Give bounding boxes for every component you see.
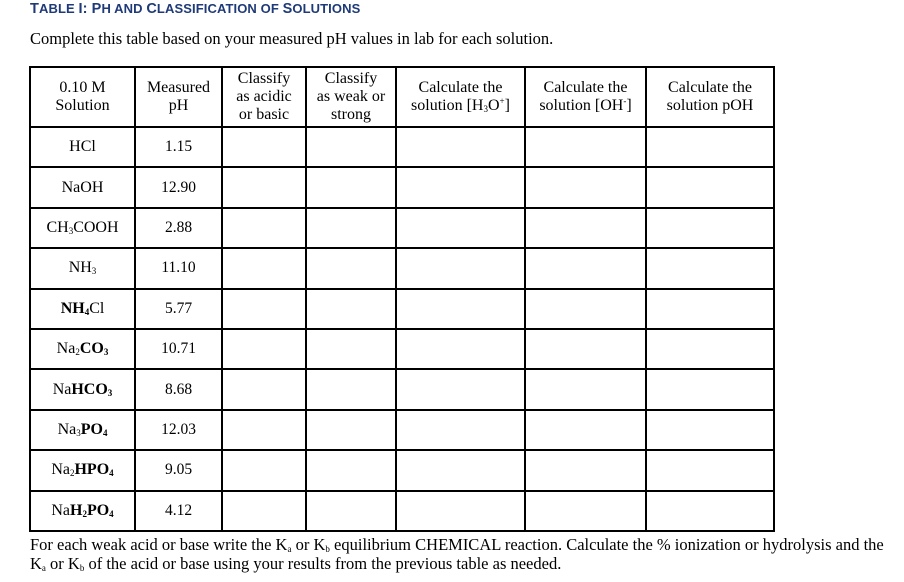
h3o-cell[interactable] — [396, 450, 525, 490]
table-row — [30, 248, 774, 288]
acidic-basic-cell[interactable] — [222, 127, 306, 167]
oh-cell[interactable] — [525, 491, 646, 531]
h3o-cell[interactable] — [396, 248, 525, 288]
solution-cell: HCl — [30, 127, 135, 167]
measured-ph-cell: 8.68 — [135, 369, 222, 409]
acidic-basic-cell[interactable] — [222, 410, 306, 450]
poh-cell[interactable] — [646, 369, 774, 409]
header-measured-ph: Measured pH — [135, 67, 222, 127]
h3o-cell[interactable] — [396, 167, 525, 207]
weak-strong-cell[interactable] — [306, 329, 396, 369]
oh-cell[interactable] — [525, 208, 646, 248]
solution-cell: $NaH_2PO_4$ — [30, 491, 135, 531]
measured-ph-cell: 10.71 — [135, 329, 222, 369]
ph-classification-table — [29, 66, 775, 532]
acidic-basic-cell[interactable] — [222, 491, 306, 531]
table-row — [30, 208, 774, 248]
solution-cell: $Na_3PO_4$ — [30, 410, 135, 450]
poh-cell[interactable] — [646, 491, 774, 531]
poh-cell[interactable] — [646, 167, 774, 207]
acidic-basic-cell[interactable] — [222, 208, 306, 248]
acidic-basic-cell[interactable] — [222, 329, 306, 369]
measured-ph-cell: 9.05 — [135, 450, 222, 490]
oh-cell[interactable] — [525, 450, 646, 490]
table-row — [30, 289, 774, 329]
header-row — [30, 67, 774, 127]
solution-cell: $Na_2CO_3$ — [30, 329, 135, 369]
footer-instructions: For each weak acid or base write the $K_a$ or $K_b$ equilibrium CHEMICAL reaction. Calculate the % ionization or hydrolysis and the $K_a$ or $K_b$ of the acid or base using your results from the previous table as needed. — [30, 535, 884, 573]
table-row — [30, 450, 774, 490]
measured-ph-cell: 4.12 — [135, 491, 222, 531]
poh-cell[interactable] — [646, 410, 774, 450]
acidic-basic-cell[interactable] — [222, 167, 306, 207]
h3o-cell[interactable] — [396, 289, 525, 329]
poh-cell[interactable] — [646, 127, 774, 167]
h3o-cell[interactable] — [396, 329, 525, 369]
oh-cell[interactable] — [525, 329, 646, 369]
acidic-basic-cell[interactable] — [222, 289, 306, 329]
acidic-basic-cell[interactable] — [222, 248, 306, 288]
header-weak-strong: Classify as weak or strong — [306, 67, 396, 127]
poh-cell[interactable] — [646, 248, 774, 288]
solution-cell: $NH_3$ — [30, 248, 135, 288]
weak-strong-cell[interactable] — [306, 248, 396, 288]
header-solution: 0.10 M Solution — [30, 67, 135, 127]
weak-strong-cell[interactable] — [306, 289, 396, 329]
header-poh: Calculate the solution pOH — [646, 67, 774, 127]
solution-cell: $NH_4Cl$ — [30, 289, 135, 329]
acidic-basic-cell[interactable] — [222, 369, 306, 409]
oh-cell[interactable] — [525, 167, 646, 207]
measured-ph-cell: 1.15 — [135, 127, 222, 167]
poh-cell[interactable] — [646, 450, 774, 490]
measured-ph-cell: 12.03 — [135, 410, 222, 450]
measured-ph-cell: 2.88 — [135, 208, 222, 248]
weak-strong-cell[interactable] — [306, 208, 396, 248]
acidic-basic-cell[interactable] — [222, 450, 306, 490]
table-row — [30, 369, 774, 409]
measured-ph-cell: 5.77 — [135, 289, 222, 329]
weak-strong-cell[interactable] — [306, 167, 396, 207]
oh-cell[interactable] — [525, 127, 646, 167]
oh-cell[interactable] — [525, 369, 646, 409]
h3o-cell[interactable] — [396, 208, 525, 248]
instructions: Complete this table based on your measured pH values in lab for each solution. — [30, 29, 554, 48]
solution-cell: NaOH — [30, 167, 135, 207]
weak-strong-cell[interactable] — [306, 491, 396, 531]
h3o-cell[interactable] — [396, 127, 525, 167]
table-row — [30, 410, 774, 450]
oh-cell[interactable] — [525, 289, 646, 329]
h3o-cell[interactable] — [396, 491, 525, 531]
measured-ph-cell: 12.90 — [135, 167, 222, 207]
weak-strong-cell[interactable] — [306, 450, 396, 490]
weak-strong-cell[interactable] — [306, 410, 396, 450]
table-row — [30, 167, 774, 207]
poh-cell[interactable] — [646, 208, 774, 248]
header-acidic-basic: Classify as acidic or basic — [222, 67, 306, 127]
weak-strong-cell[interactable] — [306, 127, 396, 167]
table-row — [30, 329, 774, 369]
h3o-cell[interactable] — [396, 369, 525, 409]
weak-strong-cell[interactable] — [306, 369, 396, 409]
header-oh: Calculate the solution [OH-] — [525, 67, 646, 127]
table-title: TABLE I: PH AND CLASSIFICATION OF SOLUTIONS — [30, 1, 361, 17]
oh-cell[interactable] — [525, 248, 646, 288]
table-row — [30, 127, 774, 167]
solution-cell: $CH_3COOH$ — [30, 208, 135, 248]
h3o-cell[interactable] — [396, 410, 525, 450]
measured-ph-cell: 11.10 — [135, 248, 222, 288]
header-h3o: Calculate the solution $[H_3O^+]$ — [396, 67, 525, 127]
solution-cell: NaHCO$_3$ — [30, 369, 135, 409]
poh-cell[interactable] — [646, 289, 774, 329]
oh-cell[interactable] — [525, 410, 646, 450]
table-row — [30, 491, 774, 531]
poh-cell[interactable] — [646, 329, 774, 369]
solution-cell: $Na_2HPO_4$ — [30, 450, 135, 490]
